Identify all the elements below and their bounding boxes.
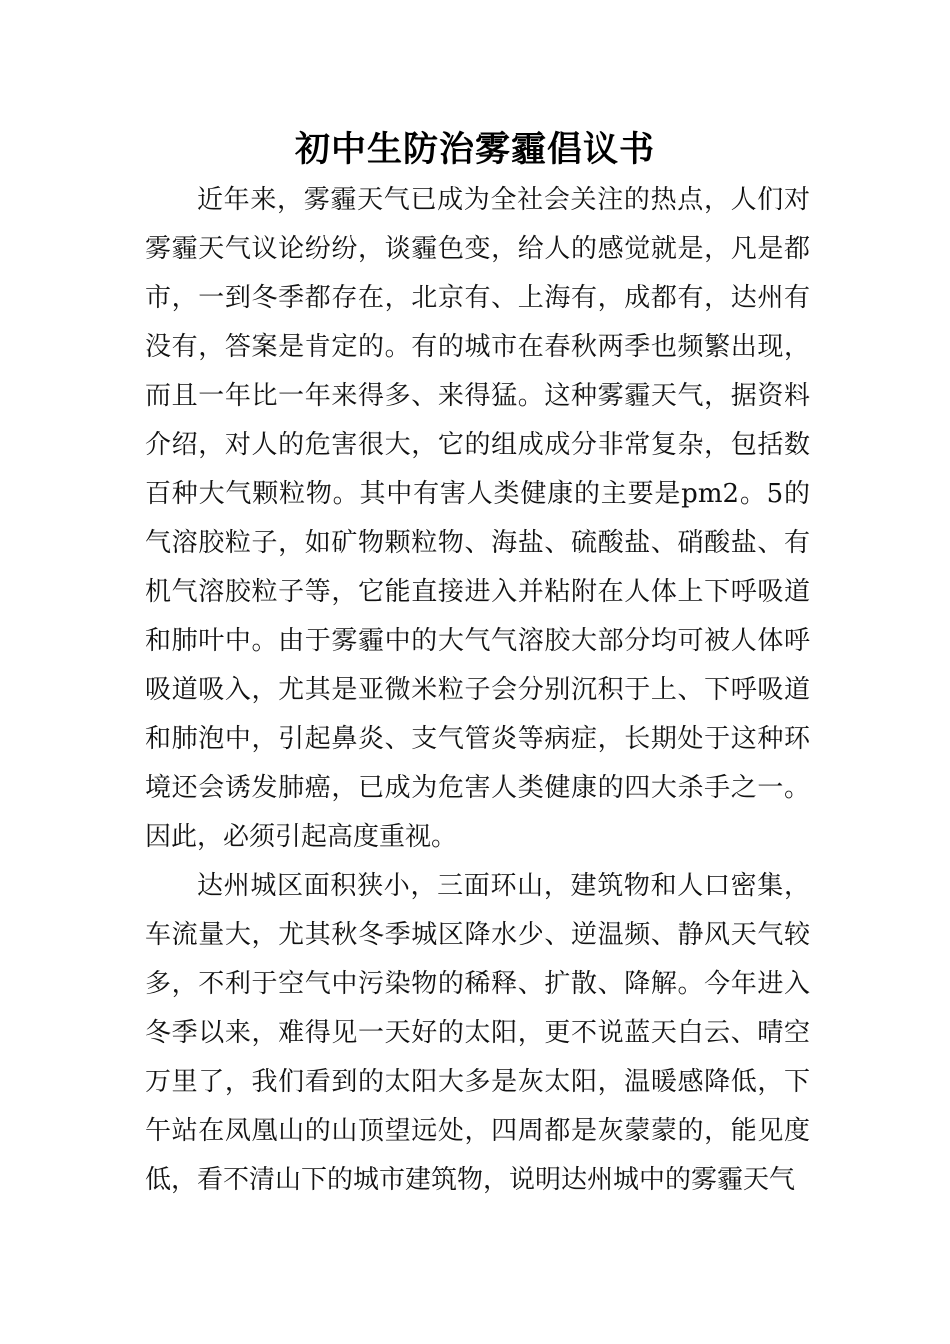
- document-body: [145, 176, 810, 1205]
- paragraph-1: 近年来，雾霾天气已成为全社会关注的热点，人们对雾霾天气议论纷纷，谈霾色变，给人的感觉就是，凡是都市，一到冬季都存在，北京有、上海有，成都有，达州有没有，答案是肯定的。有的城市在春秋两季也频繁出现，而且一年比一年来得多、来得猛。这种雾霾天气，据资料介绍，对人的危害很大，它的组成成分非常复杂，包括数百种大气颗粒物。其中有害人类健康的主要是pm2。5的气溶胶粒子，如矿物颗粒物、海盐、硫酸盐、硝酸盐、有机气溶胶粒子等，它能直接进入并粘附在人体上下呼吸道和肺叶中。由于雾霾中的大气气溶胶大部分均可被人体呼吸道吸入，尤其是亚微米粒子会分别沉积于上、下呼吸道和肺泡中，引起鼻炎、支气管炎等病症，长期处于这种环境还会诱发肺癌，已成为危害人类健康的四大杀手之一。因此，必须引起高度重视。: [145, 185, 810, 852]
- document-title: 初中生防治雾霾倡议书: [294, 130, 655, 170]
- paragraph-2: 达州城区面积狭小，三面环山，建筑物和人口密集，车流量大，尤其秋冬季城区降水少、逆温频、静风天气较多，不利于空气中污染物的稀释、扩散、降解。今年进入冬季以来，难得见一天好的太阳，更不说蓝天白云、晴空万里了，我们看到的太阳大多是灰太阳，温暖感降低，下午站在凤凰山的山顶望远处，四周都是灰蒙蒙的，能见度低，看不清山下的城市建筑物，说明达州城中的雾霾天气: [145, 871, 810, 1195]
